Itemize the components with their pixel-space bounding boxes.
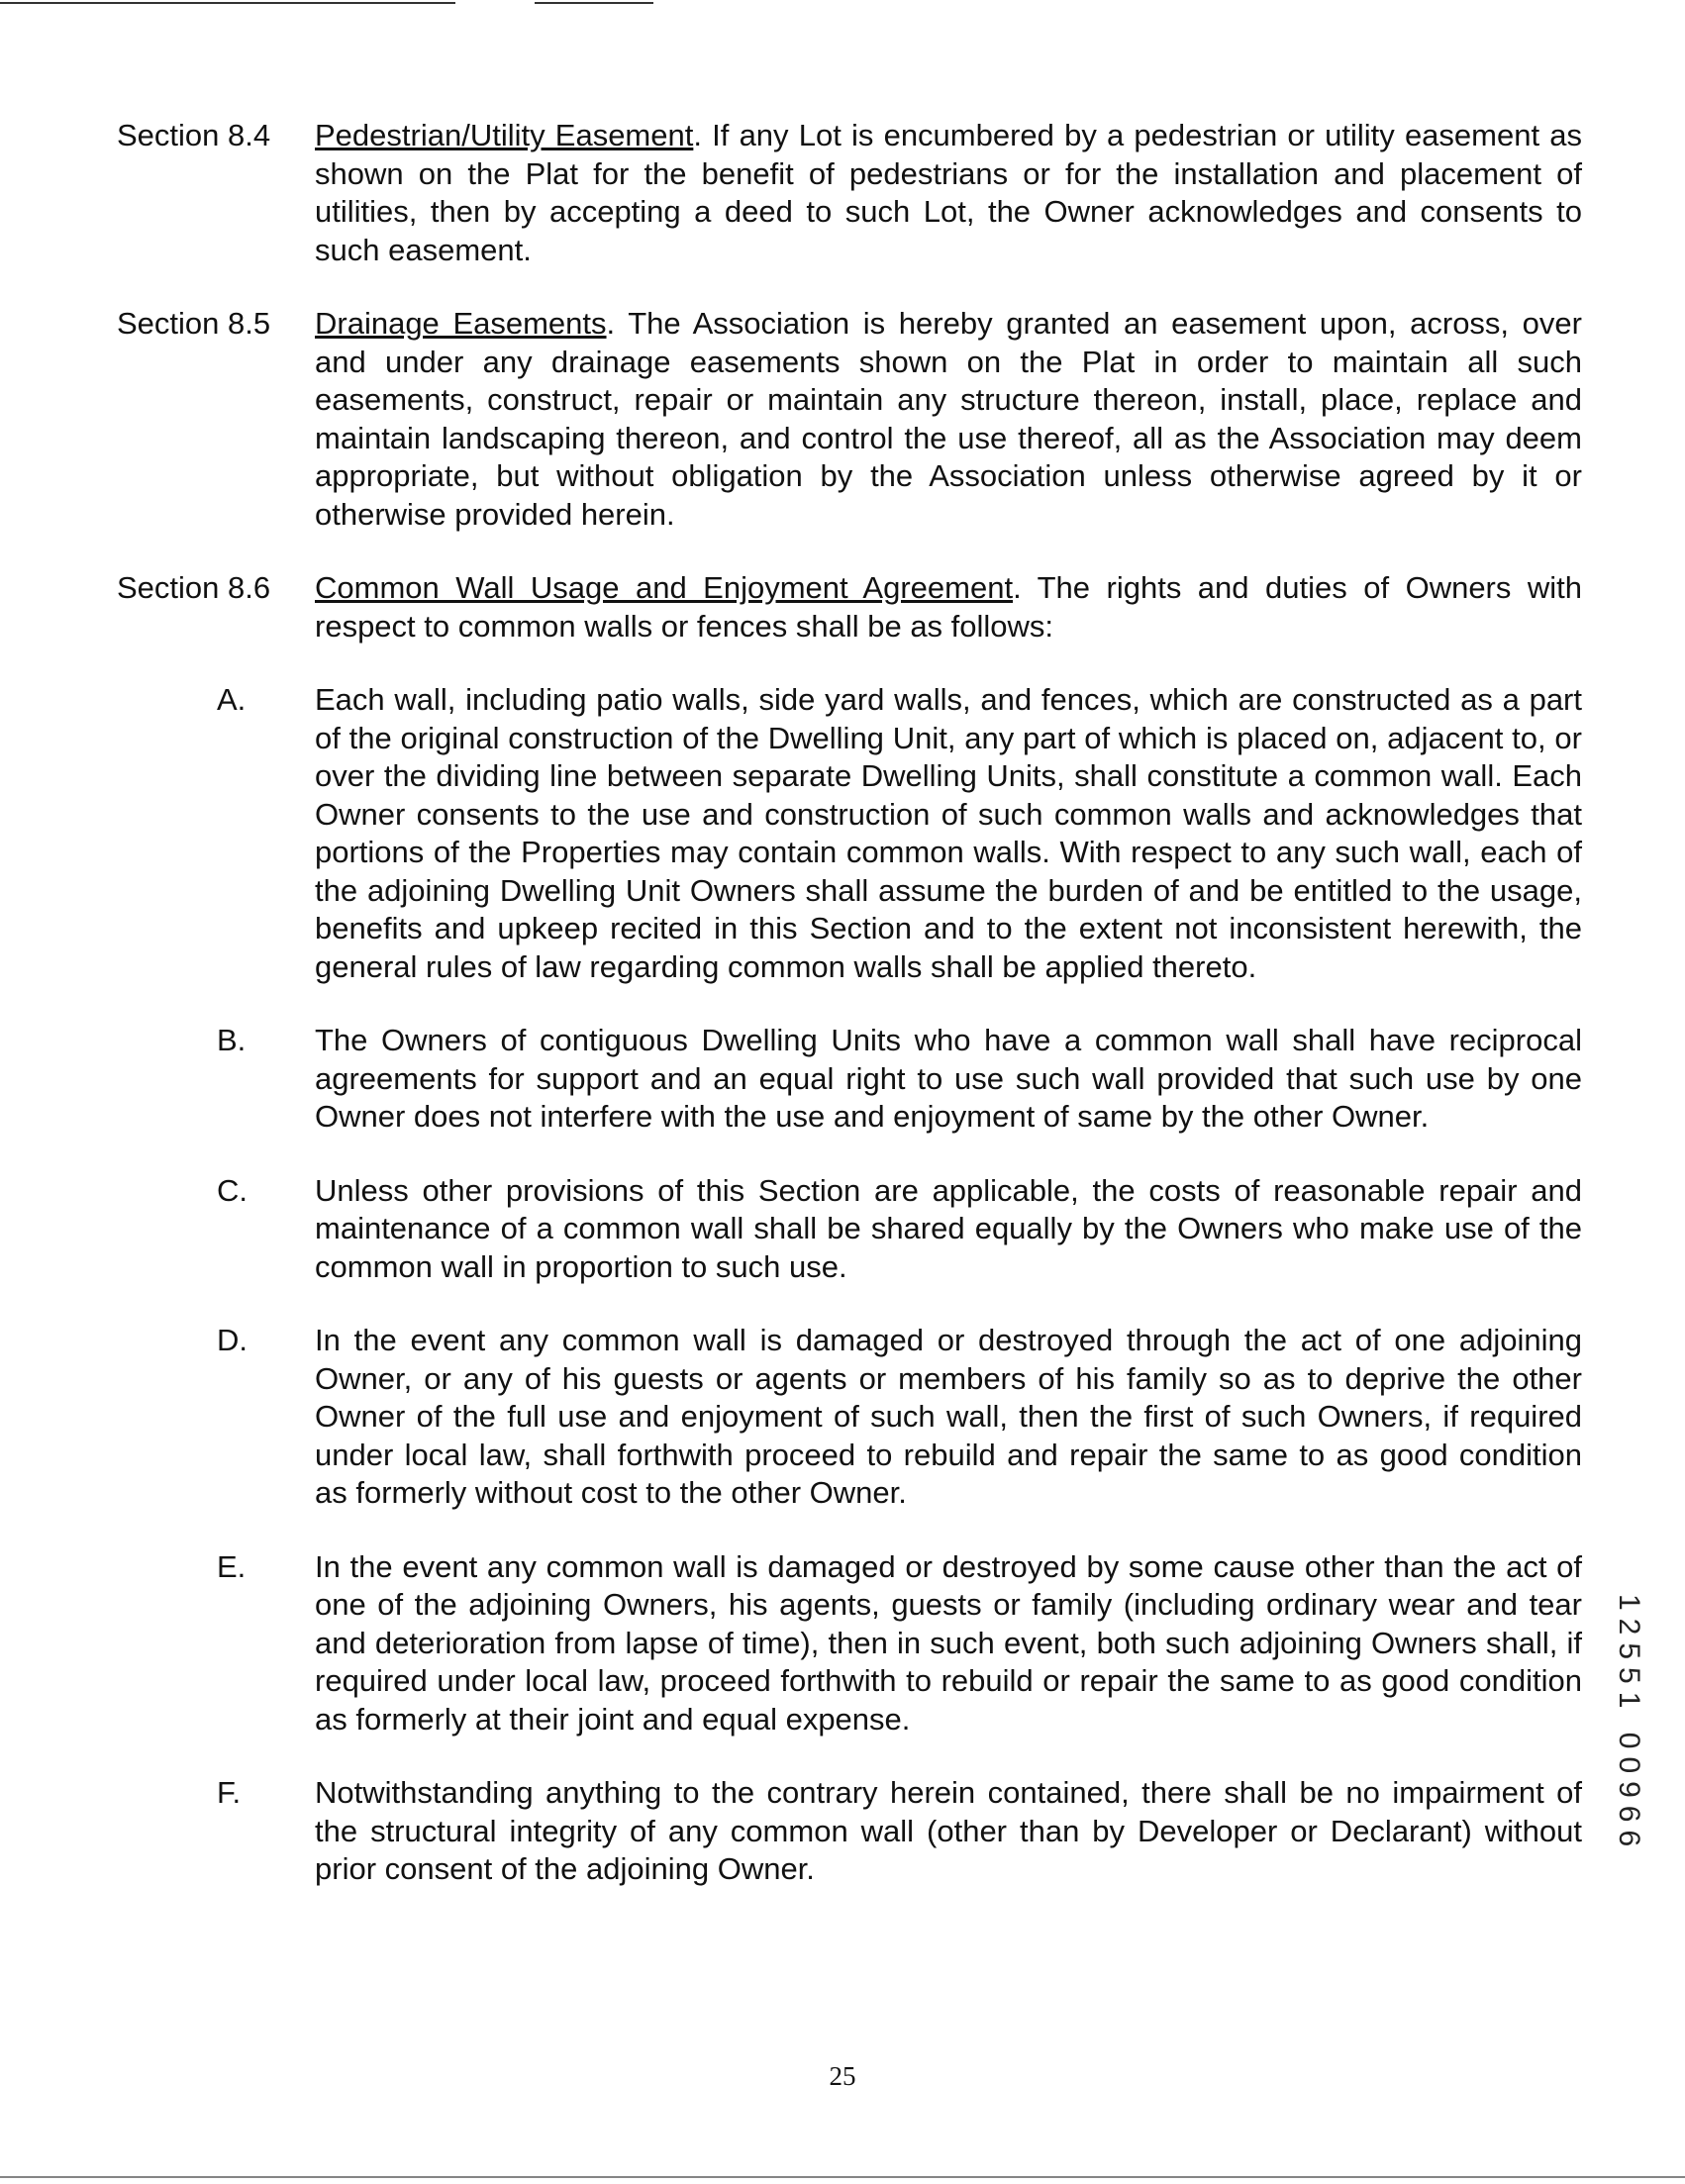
item-letter: B. <box>217 1023 247 1057</box>
section-heading: Drainage Easements <box>315 306 607 341</box>
recording-stamp: 12551 00966 <box>1613 1594 1645 1855</box>
list-item-c <box>117 1172 1582 1287</box>
list-item-e <box>117 1548 1582 1739</box>
section-heading: Pedestrian/Utility Easement <box>315 118 694 152</box>
item-letter: D. <box>217 1323 248 1357</box>
item-letter: A. <box>217 682 247 717</box>
item-letter: C. <box>217 1172 248 1208</box>
section-body: . The rights and duties of Owners with respect to common walls or fences shall be as follows: <box>315 570 1583 644</box>
section-8-4 <box>117 117 1582 269</box>
item-paragraph: Unless other provisions of this Section are applicable, the costs of reasonable repair and maintenance of a common wall shall be shared equally by the Owners who make use of the common wall in proportion to such use. <box>315 1172 1582 1284</box>
item-letter: F. <box>217 1775 242 1810</box>
list-item-b <box>117 1022 1582 1137</box>
section-8-6 <box>117 569 1582 645</box>
section-body: . If any Lot is encumbered by a pedestrian or utility easement as shown on the Plat for the benefit of pedestrians or for the installation and placement of utilities, then by accepting a deed to such Lot, the Owner acknowledges and consents to such easement. <box>315 118 1583 267</box>
item-letter: E. <box>217 1548 247 1584</box>
section-body: . The Association is hereby granted an easement upon, across, over and under any drainage easements shown on the Plat in order to maintain all such easements, construct, repair or maintain any structure thereon, install, place, replace and maintain landscaping thereon, and control the use thereof, all as the Association may deem appropriate, but without obligation by the Association unless otherwise agreed by it or otherwise provided herein. <box>315 306 1582 532</box>
scan-edge-top <box>0 2 455 4</box>
item-paragraph: In the event any common wall is damaged or destroyed by some cause other than the act of one of the adjoining Owners, his agents, guests or family (including ordinary wear and tear and deterioration from lapse of time), then in such event, both such adjoining Owners shall, if required under local law, proceed forthwith to rebuild or repair the same to as good condition as formerly at their joint and equal expense. <box>315 1548 1582 1737</box>
scan-edge-bottom <box>0 2176 1685 2178</box>
section-heading: Common Wall Usage and Enjoyment Agreement <box>315 570 1014 605</box>
list-item-d <box>117 1322 1582 1513</box>
section-paragraph <box>315 305 1582 534</box>
page-number: 25 <box>829 2061 856 2091</box>
scan-edge-top-right <box>535 2 653 4</box>
section-paragraph <box>315 117 1582 269</box>
document-body <box>117 117 1582 1925</box>
list-item-a <box>117 681 1582 986</box>
item-paragraph: In the event any common wall is damaged or destroyed through the act of one adjoining Owner, or any of his guests or agents or members of his family so as to deprive the other Owner of the full use and enjoyment of such wall, then the first of such Owners, if required under local law, shall forthwith proceed to rebuild and repair the same to as good condition as formerly without cost to the other Owner. <box>315 1323 1582 1510</box>
section-number: Section 8.4 <box>117 118 271 152</box>
section-paragraph <box>315 569 1582 645</box>
list-item-f <box>117 1774 1582 1889</box>
item-paragraph: The Owners of contiguous Dwelling Units who have a common wall shall have reciprocal agreements for support and an equal right to use such wall provided that such use by one Owner does not interfere with the use and enjoyment of same by the other Owner. <box>315 1023 1582 1134</box>
section-8-5 <box>117 305 1582 534</box>
section-number: Section 8.5 <box>117 306 271 341</box>
item-paragraph: Notwithstanding anything to the contrary herein contained, there shall be no impairment of the structural integrity of any common wall (other than by Developer or Declarant) without prior consent of the adjoining Owner. <box>315 1775 1582 1886</box>
section-number: Section 8.6 <box>117 570 271 605</box>
item-paragraph: Each wall, including patio walls, side yard walls, and fences, which are constructed as a part of the original construction of the Dwelling Unit, any part of which is placed on, adjacent to, or over the dividing line between separate Dwelling Units, shall constitute a common wall. Each Owner consents to the use and construction of such common walls and acknowledges that portions of the Properties may contain common walls. With respect to any such wall, each of the adjoining Dwelling Unit Owners shall assume the burden of and be entitled to the usage, benefits and upkeep recited in this Section and to the extent not inconsistent herewith, the general rules of law regarding common walls shall be applied thereto. <box>315 682 1582 984</box>
